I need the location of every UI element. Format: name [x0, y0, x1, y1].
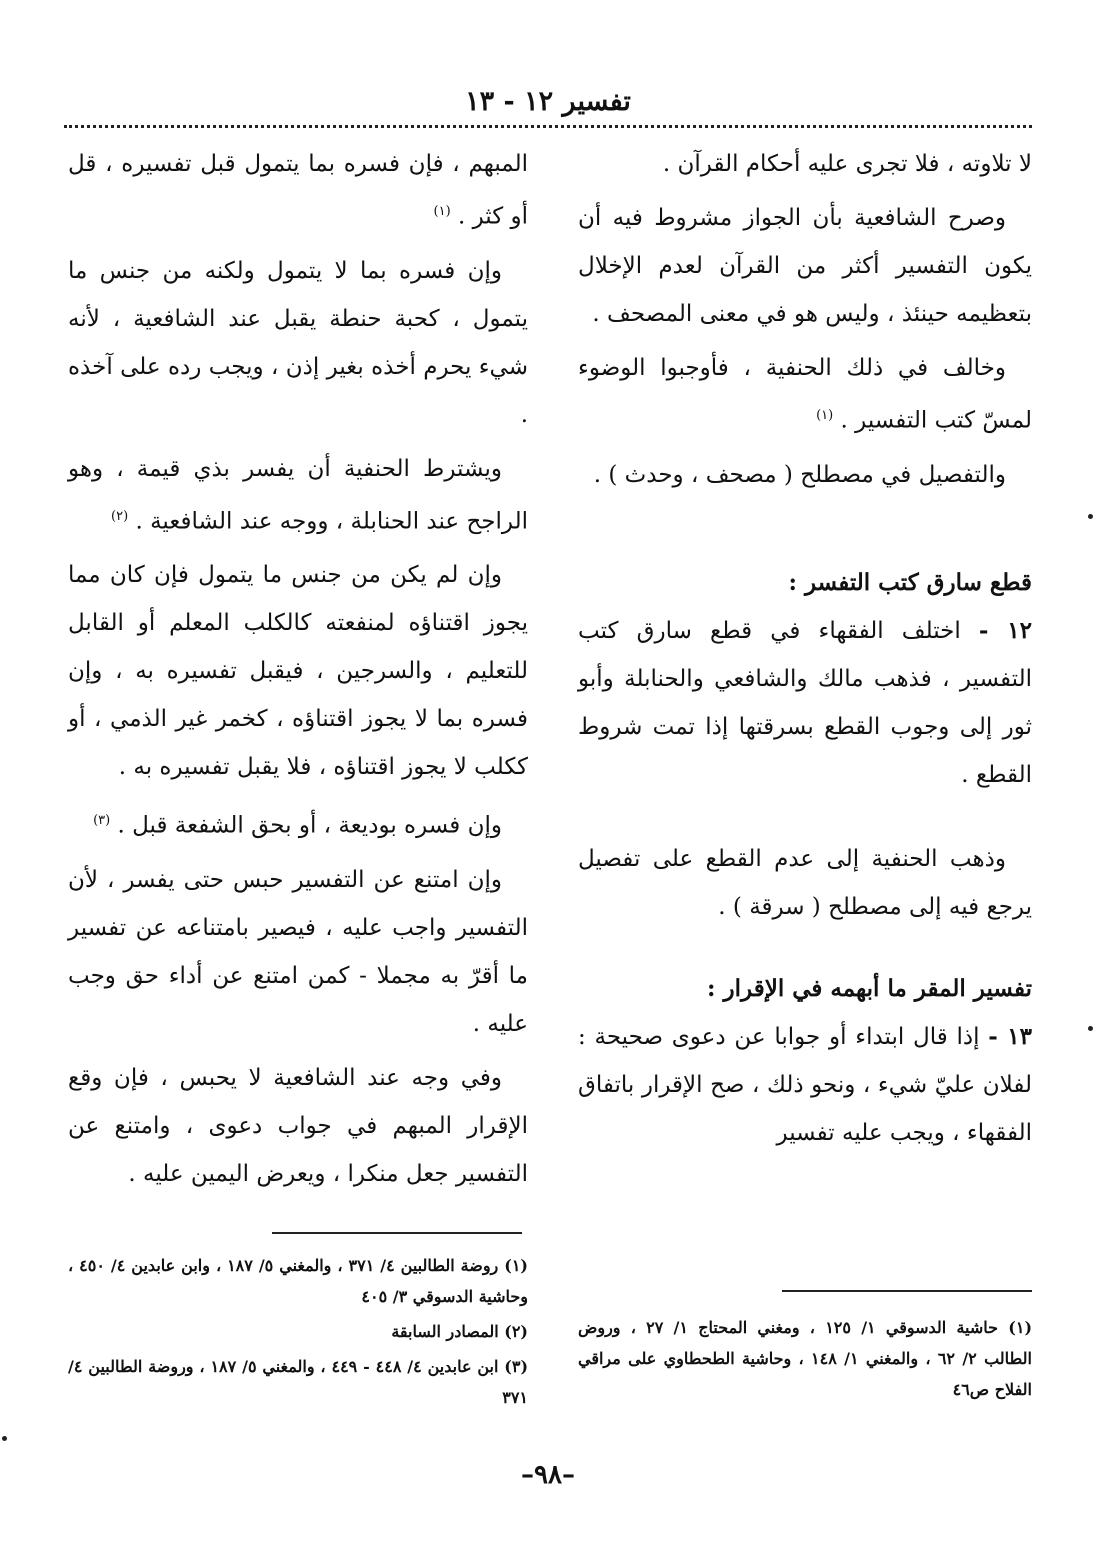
paragraph: وإن فسره بما لا يتمول ولكنه من جنس ما يتمول ، كحبة حنطة يقبل عند الشافعية ، لأنه شيء يحرم أخذه بغير إذن ، ويجب رده على آخذه .	[68, 257, 528, 428]
paragraph	[68, 445, 528, 546]
footnote-ref: (٢)	[111, 508, 129, 524]
margin-dot	[1088, 1026, 1093, 1031]
paragraph	[68, 140, 528, 241]
paragraph: وفي وجه عند الشافعية لا يحبس ، فإن وقع الإقرار المبهم في جواب دعوى ، وامتنع عن التفسير جعل منكرا ، ويعرض اليمين عليه .	[68, 1064, 528, 1187]
margin-dot	[2, 1436, 7, 1441]
paragraph: لا تلاوته ، فلا تجرى عليه أحكام القرآن .	[662, 151, 1032, 177]
footnotes-right	[578, 1312, 1032, 1409]
numbered-paragraph	[578, 1013, 1032, 1157]
footnote: (٣) ابن عابدين ٤/ ٤٤٨ - ٤٤٩ ، والمغني ٥/ ١٨٧ ، وروضة الطالبين ٤/ ٣٧١	[68, 1357, 529, 1407]
section-heading: قطع سارق كتب التفسر :	[788, 568, 1032, 596]
paragraph-text: وخالف في ذلك الحنفية ، فأوجبوا الوضوء لمسّ كتب التفسير .	[578, 355, 1032, 434]
paragraph-number: ١٣ -	[988, 1022, 1032, 1050]
footnote-ref: (٣)	[93, 813, 111, 829]
paragraph-text: اختلف الفقهاء في قطع سارق كتب التفسير ، فذهب مالك والشافعي والحنابلة وأبو ثور إلى وجوب القطع بسرقتها إذا تمت شروط القطع .	[578, 617, 1032, 788]
footnote-ref: (١)	[433, 204, 451, 219]
paragraph: وإن لم يكن من جنس ما يتمول فإن كان مما يجوز اقتناؤه لمنفعته كالكلب المعلم أو القابل للتعليم ، والسرجين ، فيقبل تفسيره به ، وإن فسره بما لا يجوز اقتناؤه ، كخمر غير الذمي ، أو ككلب لا يجوز اقتناؤه ، فلا يقبل تفسيره به .	[68, 562, 528, 781]
left-column	[68, 140, 528, 1204]
footnotes-left	[68, 1250, 528, 1417]
footnote-ref: (١)	[816, 408, 834, 423]
numbered-paragraph	[578, 607, 1032, 799]
header-dotted-rule	[64, 125, 1032, 128]
margin-dot	[1088, 514, 1093, 519]
paragraph	[578, 344, 1032, 445]
paragraph	[68, 797, 528, 850]
footnote: (٢) المصادر السابقة	[391, 1322, 528, 1341]
paragraph-text: وإن فسره بوديعة ، أو بحق الشفعة قبل .	[117, 812, 502, 839]
page-header-title: تفسير ١٢ - ١٣	[465, 86, 631, 117]
paragraph-text: إذا قال ابتداء أو جوابا عن دعوى صحيحة : لفلان عليّ شيء ، ونحو ذلك ، صح الإقرار باتفاق الفقهاء ، ويجب عليه تفسير	[578, 1023, 1032, 1146]
footnote: (١) روضة الطالبين ٤/ ٣٧١ ، والمغني ٥/ ١٨٧ ، وابن عابدين ٤/ ٤٥٠ ، وحاشية الدسوقي ٣/ ٤٠٥	[68, 1256, 528, 1306]
page-number: –٩٨–	[521, 1460, 575, 1490]
footnote-separator	[272, 1232, 522, 1234]
paragraph: وصرح الشافعية بأن الجواز مشروط فيه أن يكون التفسير أكثر من القرآن لعدم الإخلال بتعظيمه حينئذ ، وليس هو في معنى المصحف .	[578, 205, 1032, 327]
footnote: (١) حاشية الدسوقي ١/ ١٢٥ ، ومغني المحتاج ١/ ٢٧ ، وروض الطالب ٢/ ٦٢ ، والمغني ١/ ١٤٨ ، وحاشية الطحطاوي على مراقي الفلاح ص٤٦	[578, 1318, 1033, 1399]
paragraph-number: ١٢ -	[978, 616, 1033, 644]
paragraph-text: ويشترط الحنفية أن يفسر بذي قيمة ، وهو الراجح عند الحنابلة ، ووجه عند الشافعية .	[68, 455, 528, 535]
right-column	[578, 140, 1032, 1163]
paragraph: والتفصيل في مصطلح ( مصحف ، وحدث ) .	[593, 461, 1006, 488]
paragraph-text: المبهم ، فإن فسره بما يتمول قبل تفسيره ، قل أو كثر .	[68, 151, 528, 230]
footnote-separator	[782, 1290, 1032, 1292]
section-heading: تفسير المقر ما أبهمه في الإقرار :	[707, 974, 1032, 1002]
paragraph: وإن امتنع عن التفسير حبس حتى يفسر ، لأن التفسير واجب عليه ، فيصير بامتناعه عن تفسير ما أقرّ به مجملا - كمن امتنع عن أداء حق وجب عليه .	[68, 866, 528, 1037]
paragraph: وذهب الحنفية إلى عدم القطع على تفصيل يرجع فيه إلى مصطلح ( سرقة ) .	[578, 845, 1032, 920]
